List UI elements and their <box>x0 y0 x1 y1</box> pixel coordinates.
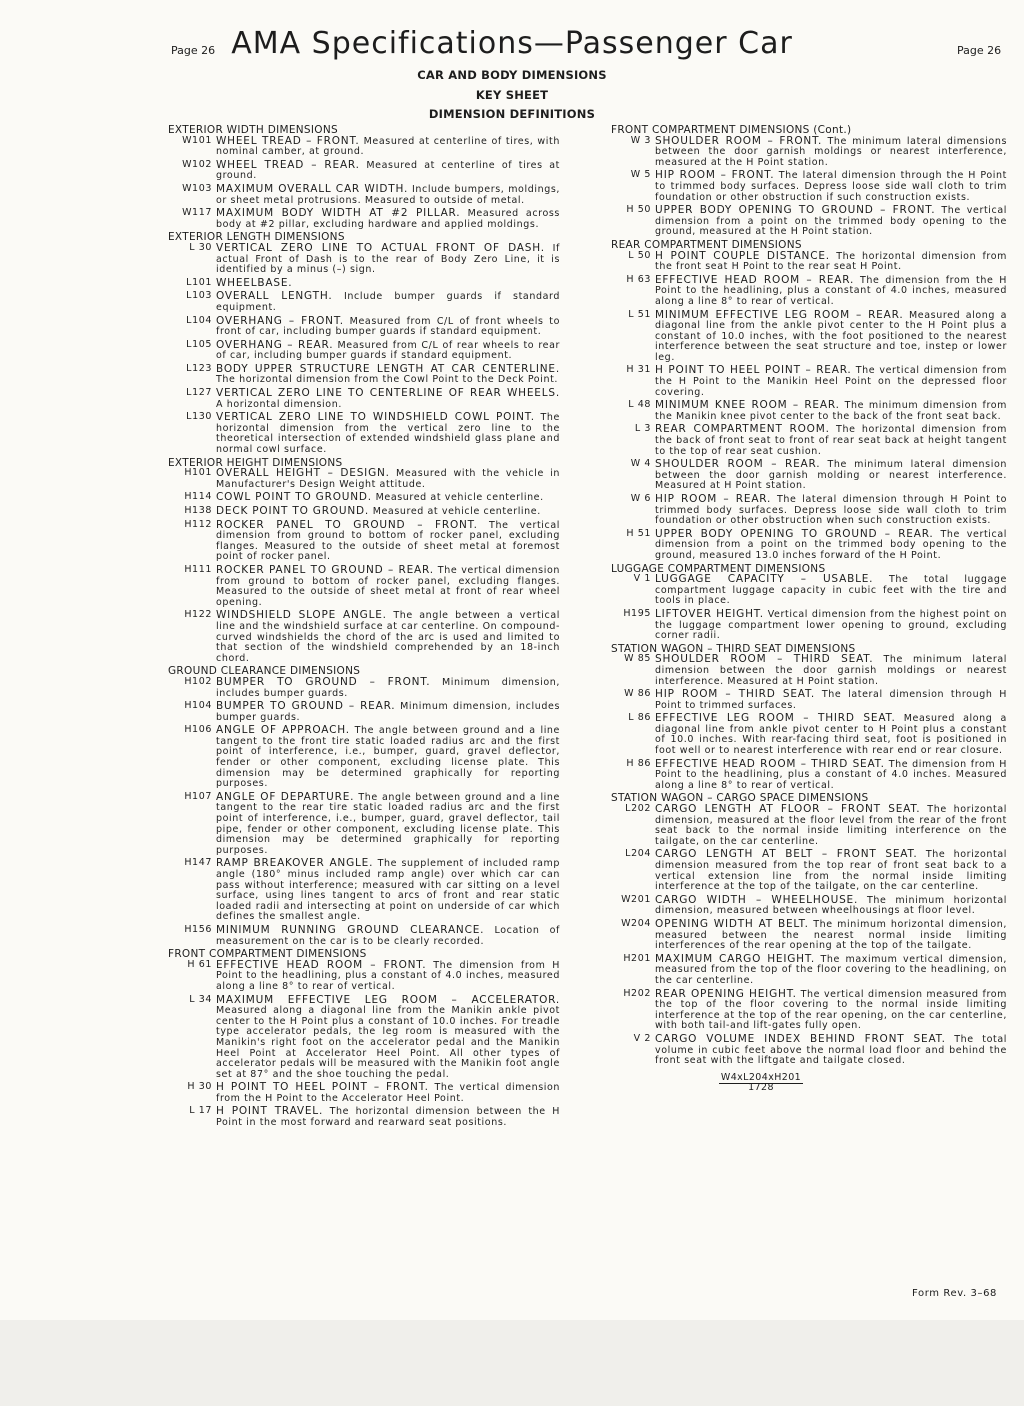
dimension-name: CARGO LENGTH AT BELT – FRONT SEAT. <box>655 848 918 861</box>
definition-entry <box>168 340 560 362</box>
dimension-code: W101 <box>182 134 212 146</box>
dimension-description: The angle between a vertical line and the windshield surface at car centerline. On compound-curved windshields the chord of the arc is used and limited to that section of the windshield comprehended by an 18-inch chord. <box>216 610 560 664</box>
definition-text <box>216 160 560 182</box>
subtitle-definitions: DIMENSION DEFINITIONS <box>428 107 596 121</box>
definition-entry <box>611 759 1007 792</box>
dimension-name: MAXIMUM CARGO HEIGHT. <box>655 952 815 965</box>
definition-text <box>655 954 1007 987</box>
definition-text <box>655 574 1007 607</box>
definition-text <box>216 995 560 1081</box>
definition-entry <box>168 136 560 158</box>
definition-text <box>655 494 1007 527</box>
definition-entry <box>611 689 1007 711</box>
dimension-code: W 3 <box>630 134 651 146</box>
dimension-code: H201 <box>623 952 651 964</box>
definition-text <box>655 205 1007 238</box>
definition-text <box>655 804 1007 847</box>
dimension-code: H122 <box>184 609 212 621</box>
dimension-name: MINIMUM EFFECTIVE LEG ROOM – REAR. <box>655 308 904 321</box>
dimension-name: EFFECTIVE HEAD ROOM – THIRD SEAT. <box>655 757 885 770</box>
dimension-name: CARGO VOLUME INDEX BEHIND FRONT SEAT. <box>655 1032 946 1045</box>
section-heading: EXTERIOR HEIGHT DIMENSIONS <box>168 456 343 469</box>
dimension-name: REAR COMPARTMENT ROOM. <box>655 423 830 436</box>
dimension-code: L202 <box>625 803 651 815</box>
dimension-description: Measured at vehicle centerline. <box>375 492 544 504</box>
dimension-code: L204 <box>625 848 651 860</box>
dimension-description: Measured along a diagonal line from the Manikin ankle pivot center to the H Point plus a constant of 10.0 inches. For treadle type accelerator pedals, the leg room is measured with the Manikin's right foot on the accelerator pedal and the Manikin Heel Point at Accelerator Heel Point. All other types of accelerator pedals will be measured with the Manikin foot angle set at 87° and the shoe touching the pedal. <box>216 1005 560 1080</box>
definition-entry <box>611 494 1007 527</box>
definition-entry <box>611 136 1007 169</box>
dimension-name: CARGO WIDTH – WHEELHOUSE. <box>655 893 859 906</box>
dimension-code: H 50 <box>626 204 651 216</box>
dimension-description: The dimension from H Point to the headlining, plus a constant of 4.0 inches, measured along a line 8° to rear of vertical. <box>216 959 560 992</box>
definition-text <box>216 492 560 504</box>
definition-entry <box>168 792 560 857</box>
dimension-name: BODY UPPER STRUCTURE LENGTH AT CAR CENTERLINE. <box>216 362 560 375</box>
definition-text <box>216 610 560 664</box>
dimension-code: W 5 <box>630 169 651 181</box>
definition-text <box>216 278 560 290</box>
dimension-name: LIFTOVER HEIGHT. <box>655 607 764 620</box>
dimension-description: The minimum horizontal dimension, measured between wheelhousings at floor level. <box>655 894 1007 917</box>
dimension-code: L 3 <box>634 423 651 435</box>
definition-entry <box>168 492 560 504</box>
dimension-name: OVERHANG – FRONT. <box>216 314 344 327</box>
section-heading: REAR COMPARTMENT DIMENSIONS <box>611 238 802 251</box>
definition-text <box>655 424 1007 457</box>
definition-entry <box>611 574 1007 607</box>
definition-entry <box>168 725 560 790</box>
dimension-code: H 86 <box>626 757 651 769</box>
dimension-name: EFFECTIVE HEAD ROOM – FRONT. <box>216 958 427 971</box>
dimension-description: The lateral dimension through the H Point to trimmed body surfaces. Depress loose side wall cloth to trim foundation or other obstruction if such construction exists. <box>655 170 1007 203</box>
dimension-description: The minimum dimension from the Manikin knee pivot center to the back of the front seat back. <box>655 400 1008 422</box>
dimension-name: WHEELBASE. <box>216 276 293 289</box>
dimension-code: H195 <box>623 607 651 619</box>
definition-text <box>655 609 1007 642</box>
dimension-description: Measured at centerline of tires at ground. <box>216 159 561 182</box>
volume-formula <box>715 1073 807 1094</box>
dimension-description: The minimum lateral dimensions between the door garnish moldings or nearest interference, measured at the H Point station. <box>655 135 1007 168</box>
dimension-description: Measured at vehicle centerline. <box>372 506 541 517</box>
dimension-code: L 30 <box>189 241 212 253</box>
page-number-right: Page 26 <box>957 44 1002 57</box>
dimension-name: SHOULDER ROOM – REAR. <box>655 458 821 471</box>
definition-entry <box>168 960 560 993</box>
dimension-code: W 86 <box>624 688 651 700</box>
dimension-code: W102 <box>182 158 212 170</box>
dimension-name: RAMP BREAKOVER ANGLE. <box>216 857 374 870</box>
dimension-code: L 17 <box>189 1105 212 1117</box>
definition-text <box>655 251 1007 273</box>
dimension-name: REAR OPENING HEIGHT. <box>655 987 797 1000</box>
section-heading: STATION WAGON – CARGO SPACE DIMENSIONS <box>611 792 869 805</box>
dimension-code: L 51 <box>628 308 651 320</box>
definition-text <box>216 364 560 386</box>
dimension-description: Measured along a diagonal line from the ankle pivot center to the H Point plus a constant of 10.0 inches, with the foot positioned to the nearest interference between the seat structure and toe, instep or lower leg. <box>655 309 1007 363</box>
dimension-description: The supplement of included ramp angle (180° minus included ramp angle) over which car can pass without interference; measured with car sitting on a level surface, using lines tangent to arcs of front and rear static loaded radii and intersecting at point on underside of car which defines the smallest angle. <box>216 858 560 923</box>
dimension-code: H202 <box>623 987 651 999</box>
definition-entry <box>168 208 560 230</box>
dimension-name: VERTICAL ZERO LINE TO WINDSHIELD COWL POINT. <box>216 411 535 424</box>
definition-text <box>216 792 560 857</box>
definition-entry <box>611 459 1007 492</box>
definition-text <box>216 565 560 608</box>
definition-entry <box>611 365 1007 398</box>
definition-entry <box>611 989 1007 1032</box>
definition-entry <box>611 275 1007 308</box>
definition-entry <box>611 1034 1007 1067</box>
dimension-code: H 31 <box>626 364 651 376</box>
dimension-description: Measured from C/L of front wheels to front of car, including bumper guards if standard equipment. <box>216 315 560 338</box>
dimension-name: WINDSHIELD SLOPE ANGLE. <box>216 609 387 622</box>
dimension-code: L 34 <box>189 993 212 1005</box>
definition-text <box>216 960 560 993</box>
definition-entry <box>168 1106 560 1128</box>
definition-entry <box>611 310 1007 364</box>
dimension-description: Include bumpers, moldings, or sheet metal protrusions. Measured to outside of metal. <box>216 183 560 206</box>
dimension-code: W 4 <box>630 458 651 470</box>
scan-margin <box>0 1320 1024 1406</box>
dimension-description: Measured across body at #2 pillar, excluding hardware and applied moldings. <box>216 208 560 230</box>
definition-entry <box>168 316 560 338</box>
dimension-description: The horizontal dimension from the vertical zero line to the theoretical intersection of extended windshield glass plane and normal cowl surface. <box>216 412 560 456</box>
dimension-name: HIP ROOM – REAR. <box>655 493 772 505</box>
dimension-code: V 1 <box>633 573 651 585</box>
dimension-code: H107 <box>184 790 212 802</box>
dimension-description: Location of measurement on the car is to be clearly recorded. <box>216 924 560 947</box>
definition-entry <box>168 610 560 664</box>
dimension-description: If actual Front of Dash is to the rear of Body Zero Line, it is identified by a minus (–) sign. <box>216 242 561 276</box>
dimension-description: The angle between ground and a line tangent to the front tire static loaded radius arc and the first point of interference, i.e., bumper, guard, gravel deflector, fender or other component, excluding license plate. This dimension may be determined graphically for reporting purposes. <box>216 725 560 790</box>
definition-entry <box>168 995 560 1081</box>
dimension-name: BUMPER TO GROUND – REAR. <box>216 700 396 713</box>
dimension-name: ANGLE OF APPROACH. <box>216 724 350 737</box>
dimension-name: OVERALL HEIGHT – DESIGN. <box>216 467 390 480</box>
dimension-name: HIP ROOM – THIRD SEAT. <box>655 688 816 701</box>
definition-entry <box>611 713 1007 756</box>
dimension-description: Minimum dimension, includes bumper guards. <box>216 701 560 723</box>
dimension-description: The horizontal dimension between the H Point in the most forward and rearward seat positions. <box>216 1106 560 1129</box>
definition-text <box>655 400 1007 422</box>
definition-text <box>216 340 560 362</box>
dimension-description: The vertical dimension from the H Point to the Manikin Heel Point on the depressed floor covering. <box>655 365 1008 398</box>
definition-entry <box>611 400 1007 422</box>
dimension-name: H POINT TO HEEL POINT – FRONT. <box>216 1081 429 1094</box>
dimension-name: MINIMUM KNEE ROOM – REAR. <box>655 399 840 412</box>
dimension-name: H POINT TO HEEL POINT – REAR. <box>655 364 852 377</box>
dimension-code: H111 <box>184 563 212 575</box>
dimension-name: COWL POINT TO GROUND. <box>216 491 372 504</box>
definition-text <box>655 170 1007 203</box>
dimension-name: ROCKER PANEL TO GROUND – FRONT. <box>216 518 478 531</box>
dimension-code: L103 <box>186 290 212 302</box>
dimension-code: W201 <box>621 893 651 905</box>
definition-text <box>216 412 560 455</box>
dimension-name: BUMPER TO GROUND – FRONT. <box>216 675 431 688</box>
dimension-code: W103 <box>182 182 212 194</box>
dimension-code: L130 <box>186 411 212 423</box>
definition-entry <box>168 520 560 563</box>
dimension-description: The vertical dimension from ground to bottom of rocker panel, excluding flanges. Measured to the outside of sheet metal at front of rear wheel opening. <box>216 564 560 608</box>
dimension-description: The horizontal dimension, measured at the floor level from the rear of the front seat back to the normal inside limiting interference on the tailgate, on the car centerline. <box>655 804 1007 847</box>
definition-text <box>216 136 560 158</box>
dimension-name: VERTICAL ZERO LINE TO CENTERLINE OF REAR WHEELS. <box>216 387 560 400</box>
dimension-code: W117 <box>182 207 212 219</box>
dimension-code: L105 <box>186 338 212 350</box>
definition-entry <box>168 506 560 518</box>
definition-entry <box>611 895 1007 917</box>
dimension-code: H114 <box>184 491 212 503</box>
dimension-description: The maximum vertical dimension, measured from the top of the floor covering to the headlining, on the car centerline. <box>655 953 1007 986</box>
dimension-description: The horizontal dimension from the back of front seat to front of rear seat back at height tangent to the top of rear seat cushion. <box>655 424 1007 457</box>
dimension-description: The vertical dimension from the H Point to the Accelerator Heel Point. <box>216 1082 561 1104</box>
section-heading: EXTERIOR WIDTH DIMENSIONS <box>168 124 338 136</box>
definition-text <box>655 654 1007 687</box>
definition-entry <box>168 858 560 923</box>
section-heading: EXTERIOR LENGTH DIMENSIONS <box>168 231 345 244</box>
formula-denominator: 1728 <box>748 1082 774 1094</box>
definition-text <box>655 919 1007 952</box>
definition-text <box>655 310 1007 364</box>
definition-entry <box>611 529 1007 562</box>
definition-entry <box>168 364 560 386</box>
definition-entry <box>168 468 560 490</box>
definition-text <box>655 529 1007 562</box>
definition-text <box>655 849 1007 892</box>
definition-entry <box>168 243 560 276</box>
definition-entry <box>611 804 1007 847</box>
section-heading: FRONT COMPARTMENT DIMENSIONS (Cont.) <box>611 124 852 136</box>
form-revision: Form Rev. 3–68 <box>912 1288 998 1299</box>
formula-numerator: W4xL204xH201 <box>720 1071 802 1083</box>
dimension-description: The horizontal dimension measured from the top rear of front seat back to a vertical extension line from the normal inside limiting interference at the top of the tailgate, on the car centerline. <box>655 849 1007 893</box>
definition-text <box>216 506 560 518</box>
definition-entry <box>168 184 560 206</box>
definition-entry <box>611 919 1007 952</box>
dimension-name: LUGGAGE CAPACITY – USABLE. <box>655 573 874 586</box>
definition-text <box>216 858 560 923</box>
dimension-description: The lateral dimension through H Point to trimmed surfaces. <box>655 689 1007 711</box>
definition-entry <box>168 701 560 723</box>
dimension-name: WHEEL TREAD – FRONT. <box>216 134 360 147</box>
definition-entry <box>611 424 1007 457</box>
dimension-name: SHOULDER ROOM – THIRD SEAT. <box>655 653 874 666</box>
section-heading: FRONT COMPARTMENT DIMENSIONS <box>168 948 367 961</box>
right-column <box>611 124 1007 1094</box>
definition-text <box>216 291 560 313</box>
dimension-code: W 6 <box>630 493 651 504</box>
dimension-name: CARGO LENGTH AT FLOOR – FRONT SEAT. <box>655 803 921 816</box>
definition-entry <box>611 609 1007 642</box>
page-number-left: Page 26 <box>171 44 216 57</box>
definition-text <box>216 925 560 947</box>
dimension-description: Measured along a diagonal line from ankle pivot center to H Point plus a constant of 10.0 inches. With rear-facing third seat, foot is positioned in foot well or to nearest interference with rear end or rear closure. <box>655 713 1007 757</box>
dimension-code: H102 <box>184 675 212 687</box>
definition-entry <box>168 925 560 947</box>
dimension-description: The minimum lateral dimension between the door garnish molding or nearest interference. Measured at H Point station. <box>655 459 1007 492</box>
definition-text <box>216 316 560 338</box>
dimension-code: L127 <box>186 387 212 399</box>
dimension-code: H147 <box>184 857 212 869</box>
definition-text <box>216 520 560 563</box>
dimension-name: EFFECTIVE HEAD ROOM – REAR. <box>655 273 855 286</box>
dimension-description: The dimension from the H Point to the headlining, plus a constant of 4.0 inches, measured along a line 8° to rear of vertical. <box>655 274 1008 307</box>
definition-text <box>216 388 560 410</box>
definition-text <box>216 468 560 490</box>
dimension-description: The minimum horizontal dimension, measured between the nearest normal inside limiting interferences of the rear opening at the top of the tailgate. <box>655 918 1007 952</box>
dimension-name: OVERHANG – REAR. <box>216 338 334 351</box>
definition-entry <box>611 849 1007 892</box>
dimension-code: H112 <box>184 518 212 530</box>
definition-entry <box>611 654 1007 687</box>
dimension-name: UPPER BODY OPENING TO GROUND – FRONT. <box>655 204 936 217</box>
dimension-description: The minimum lateral dimension between the door garnish moldings or nearest interference. Measured at H Point station. <box>655 654 1008 687</box>
dimension-code: W 85 <box>624 653 651 665</box>
definition-entry <box>168 278 560 290</box>
dimension-code: L 48 <box>628 399 651 411</box>
dimension-code: L 86 <box>628 712 651 724</box>
definition-entry <box>611 170 1007 203</box>
definition-text <box>655 459 1007 492</box>
dimension-description: The angle between ground and a line tangent to the rear tire static loaded radius arc and the first point of interference, i.e., bumper, guard, gravel deflector, tail pipe, fender or other component, excluding license plate. This dimension may be determined graphically for reporting purposes. <box>216 791 560 856</box>
definition-text <box>216 1106 560 1128</box>
dimension-code: L104 <box>186 314 212 326</box>
dimension-name: SHOULDER ROOM – FRONT. <box>655 134 823 147</box>
dimension-description: The total luggage compartment luggage capacity in cubic feet with the tire and tools in place. <box>655 574 1007 607</box>
definition-text <box>216 725 560 790</box>
dimension-description: The vertical dimension measured from the top of the floor covering to the normal inside limiting interference at the top of the rear opening, on the car centerline, with both tail-and lift-gates fully open. <box>655 988 1008 1032</box>
dimension-description: The total volume in cubic feet above the normal load floor and behind the front seat with the liftgate and tailgate closed. <box>655 1033 1007 1067</box>
dimension-description: The dimension from H Point to the headlining, plus a constant of 4.0 inches. Measured along a line 8° to rear of vertical. <box>655 758 1007 791</box>
section-heading: GROUND CLEARANCE DIMENSIONS <box>168 665 361 678</box>
dimension-description: Measured at centerline of tires, with nominal camber, at ground. <box>216 135 560 158</box>
dimension-name: MAXIMUM EFFECTIVE LEG ROOM – ACCELERATOR. <box>216 993 560 1006</box>
dimension-code: H106 <box>184 724 212 736</box>
dimension-description: Include bumper guards if standard equipment. <box>216 291 560 313</box>
left-column <box>168 124 560 1131</box>
dimension-description: Vertical dimension from the highest point on the luggage compartment lower opening to ground, excluding corner radii. <box>655 608 1007 642</box>
definition-text <box>216 208 560 230</box>
definition-text <box>216 677 560 699</box>
subtitle-key-sheet: KEY SHEET <box>475 88 549 102</box>
section-heading: STATION WAGON – THIRD SEAT DIMENSIONS <box>611 642 856 655</box>
definition-text <box>216 184 560 206</box>
definition-entry <box>611 251 1007 273</box>
dimension-name: H POINT COUPLE DISTANCE. <box>655 249 830 262</box>
dimension-code: H 61 <box>187 958 212 970</box>
dimension-description: The horizontal dimension from the Cowl Point to the Deck Point. <box>216 374 559 386</box>
dimension-description: The vertical dimension from a point on the trimmed body opening to the ground, measured at the H Point station. <box>655 205 1008 238</box>
dimension-code: V 2 <box>633 1032 651 1044</box>
dimension-name: VERTICAL ZERO LINE TO ACTUAL FRONT OF DASH. <box>216 241 545 254</box>
dimension-name: MAXIMUM OVERALL CAR WIDTH. <box>216 182 409 195</box>
dimension-name: HIP ROOM – FRONT. <box>655 169 775 182</box>
definition-entry <box>168 1082 560 1104</box>
dimension-name: DECK POINT TO GROUND. <box>216 505 370 517</box>
definition-entry <box>168 388 560 410</box>
definition-entry <box>168 565 560 608</box>
dimension-name: OVERALL LENGTH. <box>216 290 333 303</box>
dimension-description: Measured with the vehicle in Manufacturer's Design Weight attitude. <box>216 468 560 490</box>
dimension-name: MAXIMUM BODY WIDTH AT #2 PILLAR. <box>216 207 461 220</box>
dimension-name: ROCKER PANEL TO GROUND – REAR. <box>216 563 434 576</box>
dimension-name: WHEEL TREAD – REAR. <box>216 158 360 171</box>
dimension-code: H156 <box>184 923 212 935</box>
definition-entry <box>168 677 560 699</box>
dimension-code: H 30 <box>187 1081 212 1093</box>
page-title: AMA Specifications—Passenger Car <box>231 26 793 61</box>
section-heading: LUGGAGE COMPARTMENT DIMENSIONS <box>611 562 826 575</box>
definition-text <box>655 136 1007 169</box>
dimension-name: EFFECTIVE LEG ROOM – THIRD SEAT. <box>655 712 896 725</box>
definition-text <box>655 365 1007 398</box>
dimension-description: The vertical dimension from a point on the trimmed body opening to the ground, measured 13.0 inches forward of the H Point. <box>655 528 1008 561</box>
dimension-description: A horizontal dimension. <box>216 398 342 410</box>
definition-text <box>655 1034 1007 1067</box>
dimension-name: H POINT TRAVEL. <box>216 1105 324 1118</box>
dimension-code: H104 <box>184 700 212 712</box>
definition-text <box>655 689 1007 711</box>
dimension-code: H101 <box>184 467 212 479</box>
definition-entry <box>168 291 560 313</box>
definition-entry <box>611 954 1007 987</box>
dimension-description: Measured from C/L of rear wheels to rear of car, including bumper guards if standard equipment. <box>216 339 560 362</box>
subtitle-car-body: CAR AND BODY DIMENSIONS <box>417 68 607 82</box>
definition-text <box>216 1082 560 1104</box>
definition-text <box>655 895 1007 917</box>
definition-entry <box>168 412 560 455</box>
dimension-description: Minimum dimension, includes bumper guards. <box>216 676 560 699</box>
dimension-code: L 50 <box>628 249 651 261</box>
dimension-name: OPENING WIDTH AT BELT. <box>655 917 809 930</box>
definition-entry <box>168 160 560 182</box>
dimension-description: The horizontal dimension from the front seat H Point to the rear seat H Point. <box>655 250 1007 273</box>
dimension-description: The vertical dimension from ground to bottom of rocker panel, excluding flanges. Measured to the outside of sheet metal at foremost point of rocker panel. <box>216 519 560 563</box>
dimension-name: MINIMUM RUNNING GROUND CLEARANCE. <box>216 923 485 936</box>
definition-text <box>216 243 560 276</box>
dimension-description: The lateral dimension through H Point to trimmed body surfaces. Depress loose side wall cloth to trim foundation or other obstruction when such construction exists. <box>655 494 1007 527</box>
dimension-code: H 63 <box>626 273 651 285</box>
dimension-code: H 51 <box>626 527 651 539</box>
dimension-code: L123 <box>186 362 212 374</box>
dimension-name: ANGLE OF DEPARTURE. <box>216 790 355 803</box>
definition-text <box>655 989 1007 1032</box>
definition-text <box>655 713 1007 756</box>
dimension-code: L101 <box>186 276 212 288</box>
dimension-name: UPPER BODY OPENING TO GROUND – REAR. <box>655 527 934 540</box>
definition-text <box>655 759 1007 792</box>
definition-text <box>216 701 560 723</box>
definition-text <box>655 275 1007 308</box>
dimension-code: W204 <box>621 917 651 929</box>
definition-entry <box>611 205 1007 238</box>
dimension-code: H138 <box>184 505 212 516</box>
